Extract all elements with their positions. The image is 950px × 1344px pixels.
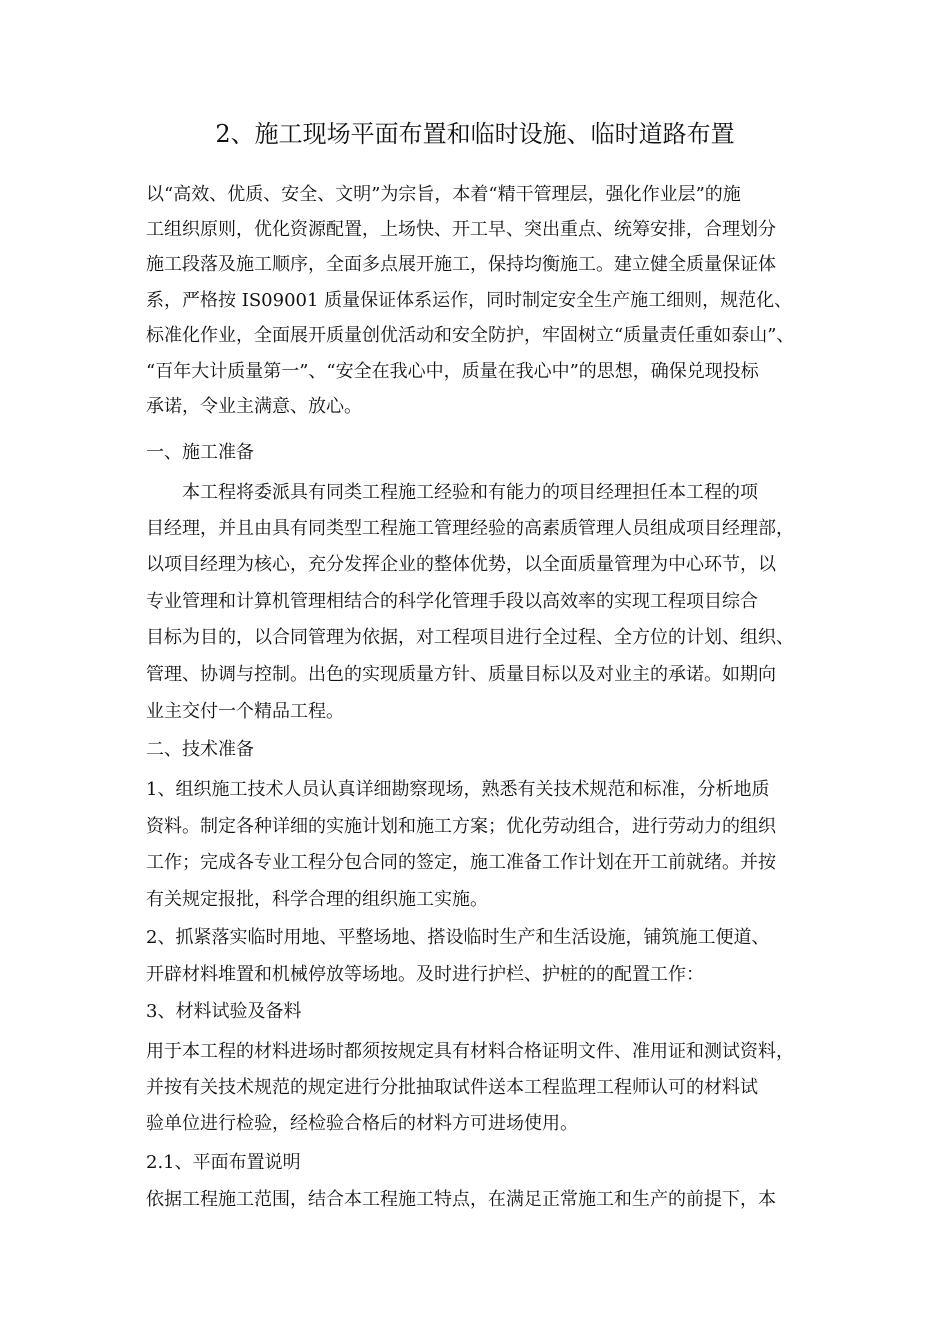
paragraph-line: 2、抓紧落实临时用地、平整场地、搭设临时生产和生活设施，铺筑施工便道、 [146, 927, 770, 948]
paragraph-line: 承诺，令业主满意、放心。 [146, 396, 362, 417]
paragraph-line: “百年大计质量第一”、“安全在我心中，质量在我心中”的思想，确保兑现投标 [146, 361, 759, 382]
paragraph-line: 有关规定报批，科学合理的组织施工实施。 [146, 889, 488, 910]
document-title: 2、施工现场平面布置和临时设施、临时道路布置 [215, 120, 735, 148]
paragraph-line: 工组织原则，优化资源配置，上场快、开工早、突出重点、统筹安排，合理划分 [146, 219, 776, 240]
paragraph-line: 以项目经理为核心，充分发挥企业的整体优势，以全面质量管理为中心环节，以 [146, 554, 776, 575]
paragraph-line: 资料。制定各种详细的实施计划和施工方案；优化劳动组合，进行劳动力的组织 [146, 816, 776, 837]
section-heading: 3、材料试验及备料 [146, 1001, 302, 1022]
paragraph-line: 工作；完成各专业工程分包合同的签定，施工准备工作计划在开工前就绪。并按 [146, 852, 776, 873]
paragraph-line: 专业管理和计算机管理相结合的科学化管理手段以高效率的实现工程项目综合 [146, 591, 758, 612]
paragraph-line: 以“高效、优质、安全、文明”为宗旨，本着“精干管理层，强化作业层”的施 [146, 184, 741, 205]
section-heading: 一、施工准备 [146, 442, 254, 463]
section-heading: 二、技术准备 [146, 739, 254, 760]
paragraph-line: 用于本工程的材料进场时都须按规定具有材料合格证明文件、准用证和测试资料， [146, 1041, 794, 1062]
paragraph-line: 验单位进行检验，经检验合格后的材料方可进场使用。 [146, 1113, 578, 1134]
paragraph-line: 依据工程施工范围，结合本工程施工特点，在满足正常施工和生产的前提下，本 [146, 1189, 776, 1210]
paragraph-line: 目标为目的，以合同管理为依据，对工程项目进行全过程、全方位的计划、组织、 [146, 627, 794, 648]
paragraph-line: 标准化作业，全面展开质量创优活动和安全防护，牢固树立“质量责任重如泰山”、 [146, 325, 795, 346]
paragraph-line: 1、组织施工技术人员认真详细勘察现场，熟悉有关技术规范和标准，分析地质 [146, 779, 770, 800]
paragraph-line: 本工程将委派具有同类工程施工经验和有能力的项目经理担任本工程的项 [182, 482, 758, 503]
paragraph-line: 开辟材料堆置和机械停放等场地。及时进行护栏、护桩的的配置工作： [146, 964, 704, 985]
paragraph-line: 施工段落及施工顺序，全面多点展开施工，保持均衡施工。建立健全质量保证体 [146, 254, 776, 275]
paragraph-line: 业主交付一个精品工程。 [146, 701, 344, 722]
paragraph-line: 系，严格按 IS09001 质量保证体系运作，同时制定安全生产施工细则，规范化、 [146, 290, 793, 311]
paragraph-line: 目经理，并且由具有同类型工程施工管理经验的高素质管理人员组成项目经理部， [146, 518, 794, 539]
paragraph-line: 管理、协调与控制。出色的实现质量方针、质量目标以及对业主的承诺。如期向 [146, 664, 776, 685]
paragraph-line: 并按有关技术规范的规定进行分批抽取试件送本工程监理工程师认可的材料试 [146, 1077, 758, 1098]
section-heading: 2.1、平面布置说明 [146, 1152, 301, 1173]
